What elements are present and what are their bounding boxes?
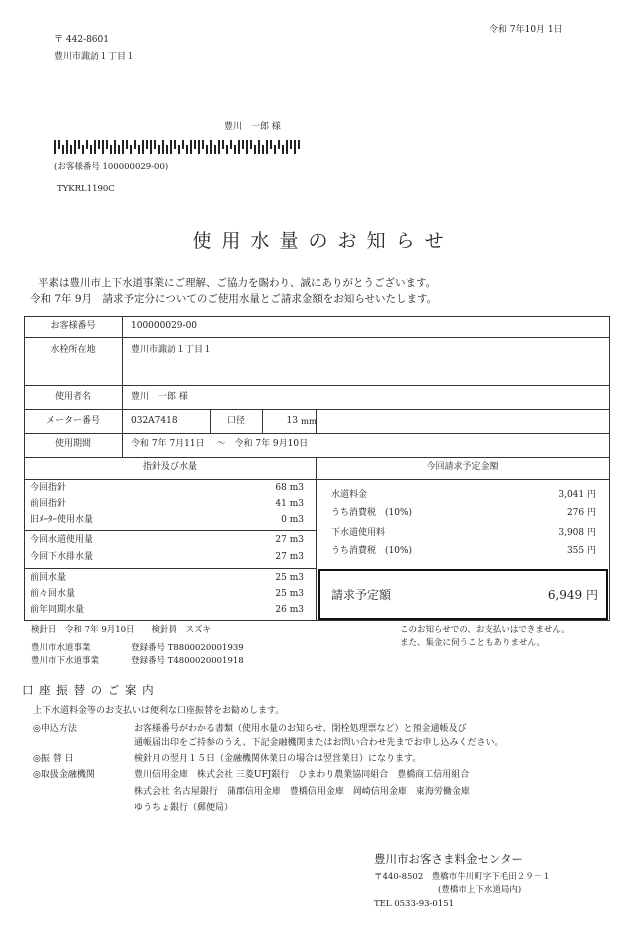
- center-tel: TEL 0533-93-0151: [374, 899, 455, 909]
- sewer-usage-value: 27 m3: [275, 552, 304, 562]
- apply-label: ◎申込方法: [33, 724, 77, 734]
- old-meter-value: 0 m3: [281, 515, 304, 525]
- total-label: 請求予定額: [331, 588, 392, 602]
- user-name: 豊川 一郎 様: [131, 392, 188, 402]
- previous-reading-label: 前回指針: [30, 499, 67, 509]
- period: 令和 7年 7月11日 〜 令和 7年 9月10日: [131, 439, 309, 449]
- customer-ref: (お客様番号 100000029-00): [54, 162, 169, 172]
- center-name: 豊川市お客さま料金センター: [374, 852, 524, 866]
- inspection-line: 検針日 令和 7年 9月10日 検針員 スズキ: [31, 625, 212, 635]
- sewer-tax-value: 355 円: [566, 546, 596, 556]
- banks-line-1: 豊川信用金庫 株式会社 三菱UFJ銀行 ひまわり農業協同組合 豊橋商工信用組合: [134, 770, 470, 780]
- apply-line-1: お客様番号がわかる書類（使用水量のお知らせ、閉栓処理票など）と預金通帳及び: [134, 724, 467, 734]
- center-address: 〒440-8502 豊橋市牛川町字下毛田２９－１: [374, 872, 551, 882]
- issue-date: 令和 7年10月 1日: [489, 25, 563, 35]
- water-tax-value: 276 円: [566, 508, 596, 518]
- customer-no: 100000029-00: [131, 321, 198, 331]
- location-label: 水栓所在地: [50, 345, 96, 355]
- water-fee-value: 3,041 円: [558, 490, 596, 500]
- barcode: [54, 140, 304, 154]
- registration-1-label: 豊川市水道事業: [31, 643, 91, 653]
- intro-line-1: 平素は豊川市上下水道事業にご理解、ご協力を賜わり、誠にありがとうございます。: [38, 277, 437, 289]
- current-reading-value: 68 m3: [275, 483, 304, 493]
- banks-line-2: 株式会社 名古屋銀行 蒲郡信用金庫 豊橋信用金庫 岡崎信用金庫 東海労働金庫: [134, 787, 470, 797]
- prev2-usage-value: 25 m3: [275, 589, 304, 599]
- registration-2-label: 豊川市下水道事業: [31, 656, 100, 666]
- registration-2: 登録番号 T4800020001918: [131, 656, 244, 666]
- transfer-title: 口 座 振 替 の ご 案 内: [22, 683, 155, 697]
- total-value: 6,949 円: [547, 588, 598, 602]
- previous-reading-value: 41 m3: [275, 499, 304, 509]
- bore-unit: mm: [301, 417, 318, 427]
- banks-label: ◎取扱金融機関: [33, 770, 95, 780]
- banks-line-3: ゆうちょ銀行（郵便局）: [134, 803, 234, 813]
- water-usage-label: 今回水道使用量: [30, 535, 94, 545]
- old-meter-label: 旧ﾒｰﾀｰ使用水量: [30, 515, 94, 525]
- prev-usage-label: 前回水量: [30, 573, 67, 583]
- customer-no-label: お客様番号: [50, 321, 96, 331]
- water-fee-label: 水道料金: [331, 490, 368, 500]
- period-label: 使用期間: [54, 439, 91, 449]
- water-tax-label: うち消費税 (10%): [331, 508, 413, 518]
- note-line-1: このお知らせでの、お支払いはできません。: [400, 625, 570, 635]
- current-reading-label: 今回指針: [30, 483, 67, 493]
- meter-label: メーター番号: [45, 416, 100, 426]
- apply-line-2: 通帳届出印をご持参のうえ、下記金融機関またはお問い合わせ先までお申し込みください。: [134, 738, 504, 748]
- user-label: 使用者名: [54, 392, 91, 402]
- location: 豊川市諏訪１丁目１: [131, 345, 213, 355]
- intro-line-2: 令和 7年 9月 請求予定分についてのご使用水量とご請求金額をお知らせいたします。: [30, 293, 438, 305]
- sewer-fee-label: 下水道使用料: [331, 528, 386, 538]
- postal-code: 〒 442-8601: [54, 35, 109, 45]
- water-usage-value: 27 m3: [275, 535, 304, 545]
- usage-header: 指針及び水量: [142, 462, 197, 472]
- sewer-tax-label: うち消費税 (10%): [331, 546, 413, 556]
- page-title: 使 用 水 量 の お 知 ら せ: [192, 230, 446, 252]
- note-line-2: また、集金に伺うこともありません。: [400, 638, 546, 648]
- transfer-intro: 上下水道料金等のお支払いは便利な口座振替をお勧めします。: [33, 706, 285, 716]
- last-year-usage-value: 26 m3: [275, 605, 304, 615]
- prev-usage-value: 25 m3: [275, 573, 304, 583]
- address: 豊川市諏訪１丁目１: [54, 52, 136, 62]
- sewer-fee-value: 3,908 円: [558, 528, 596, 538]
- last-year-usage-label: 前年同期水量: [30, 605, 85, 615]
- addressee: 豊川 一郎 様: [224, 122, 281, 132]
- bore-label: 口径: [226, 416, 245, 426]
- prev2-usage-label: 前々回水量: [30, 589, 76, 599]
- center-building: (豊橋市上下水道局内): [438, 885, 522, 895]
- transfer-date: 検針月の翌月１５日（金融機関休業日の場合は翌営業日）になります。: [134, 754, 422, 764]
- billing-header: 今回請求予定金額: [426, 462, 499, 472]
- transfer-date-label: ◎振 替 日: [33, 754, 74, 764]
- bore-value: 13: [286, 416, 298, 426]
- sewer-usage-label: 今回下水排水量: [30, 552, 94, 562]
- registration-1: 登録番号 T8800020001939: [131, 643, 244, 653]
- document-code: TYKRL1190C: [57, 184, 115, 194]
- meter-number: 032A7418: [131, 416, 178, 426]
